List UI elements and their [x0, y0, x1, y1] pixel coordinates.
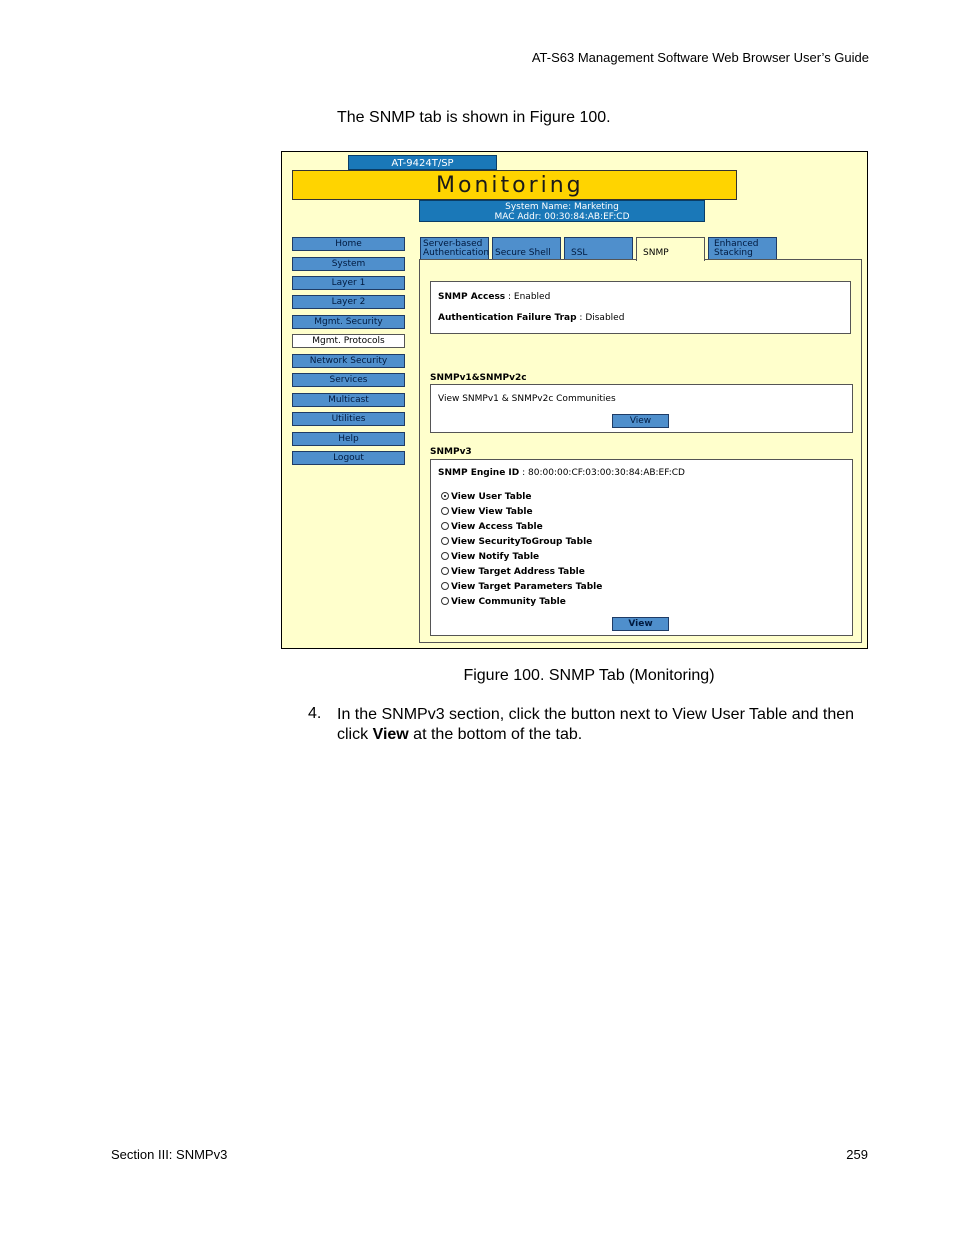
nav-layer-1[interactable]: Layer 1: [292, 276, 405, 290]
nav-services[interactable]: Services: [292, 373, 405, 387]
tab-label: SNMP: [643, 248, 669, 258]
tab-secure-shell[interactable]: [492, 237, 561, 260]
option-view-securitytogroup-table[interactable]: View SecurityToGroup Table: [441, 537, 592, 547]
tab-label-line2: Authentication: [423, 248, 490, 258]
option-view-access-table[interactable]: View Access Table: [441, 522, 543, 532]
snmp-tab-screenshot: [281, 151, 868, 649]
nav-help[interactable]: Help: [292, 432, 405, 446]
tab-label-line2: Stacking: [714, 248, 753, 258]
radio-button[interactable]: [441, 567, 449, 575]
nav-mgmt-security[interactable]: Mgmt. Security: [292, 315, 405, 329]
snmp-access-row: SNMP Access : Enabled: [438, 292, 551, 302]
monitoring-banner: Monitoring: [292, 170, 737, 200]
view-snmpv3-button[interactable]: View: [612, 617, 669, 631]
nav-layer-2[interactable]: Layer 2: [292, 295, 405, 309]
figure-caption: Figure 100. SNMP Tab (Monitoring): [463, 667, 715, 684]
step-instruction: In the SNMPv3 section, click the button next to View User Table and then click View at the bottom of the tab.: [337, 706, 855, 743]
tab-ssl[interactable]: [564, 237, 633, 260]
radio-button[interactable]: [441, 597, 449, 605]
nav-utilities[interactable]: Utilities: [292, 412, 405, 426]
snmpv1v2c-title: SNMPv1&SNMPv2c: [430, 373, 527, 383]
tab-label-line1: Server-based: [423, 239, 483, 249]
tab-enhanced-stacking[interactable]: [708, 237, 777, 260]
option-view-community-table[interactable]: View Community Table: [441, 597, 566, 607]
auth-failure-trap-row: Authentication Failure Trap : Disabled: [438, 313, 625, 323]
nav-network-security[interactable]: Network Security: [292, 354, 405, 368]
step-number: 4.: [308, 705, 322, 722]
model-label: AT-9424T/SP: [348, 155, 497, 170]
tab-label-line1: Enhanced: [714, 239, 759, 249]
mac-address: MAC Addr: 00:30:84:AB:EF:CD: [494, 212, 630, 222]
option-view-target-parameters-table[interactable]: View Target Parameters Table: [441, 582, 602, 592]
engine-id-row: SNMP Engine ID : 80:00:00:CF:03:00:30:84:AB:EF:CD: [438, 468, 685, 478]
radio-button[interactable]: [441, 492, 449, 500]
snmpv3-box: [430, 459, 853, 636]
tab-server-based-authentication[interactable]: [420, 237, 489, 260]
running-header: AT-S63 Management Software Web Browser User’s Guide: [531, 50, 869, 65]
nav-logout[interactable]: Logout: [292, 451, 405, 465]
view-communities-button[interactable]: View: [612, 414, 669, 428]
system-info-bar: [419, 200, 705, 222]
option-view-target-address-table[interactable]: View Target Address Table: [441, 567, 585, 577]
snmpv1v2c-box: [430, 384, 853, 433]
option-view-notify-table[interactable]: View Notify Table: [441, 552, 539, 562]
view-communities-label: View SNMPv1 & SNMPv2c Communities: [438, 394, 616, 404]
tab-label: Secure Shell: [495, 248, 551, 258]
nav-home[interactable]: Home: [292, 237, 405, 251]
footer-page-number: 259: [846, 1147, 868, 1162]
nav-multicast[interactable]: Multicast: [292, 393, 405, 407]
radio-button[interactable]: [441, 582, 449, 590]
tab-snmp[interactable]: [636, 237, 705, 261]
snmp-status-box: [430, 281, 851, 334]
radio-button[interactable]: [441, 552, 449, 560]
option-view-view-table[interactable]: View View Table: [441, 507, 533, 517]
radio-button[interactable]: [441, 522, 449, 530]
radio-button[interactable]: [441, 537, 449, 545]
radio-button[interactable]: [441, 507, 449, 515]
footer-section: Section III: SNMPv3: [111, 1147, 228, 1162]
intro-paragraph: The SNMP tab is shown in Figure 100.: [337, 109, 611, 126]
system-name: System Name: Marketing: [505, 202, 619, 212]
nav-system[interactable]: System: [292, 257, 405, 271]
nav-mgmt-protocols[interactable]: Mgmt. Protocols: [292, 334, 405, 348]
tab-label: SSL: [571, 248, 588, 258]
option-view-user-table[interactable]: View User Table: [441, 492, 531, 502]
snmpv3-title: SNMPv3: [430, 447, 472, 457]
